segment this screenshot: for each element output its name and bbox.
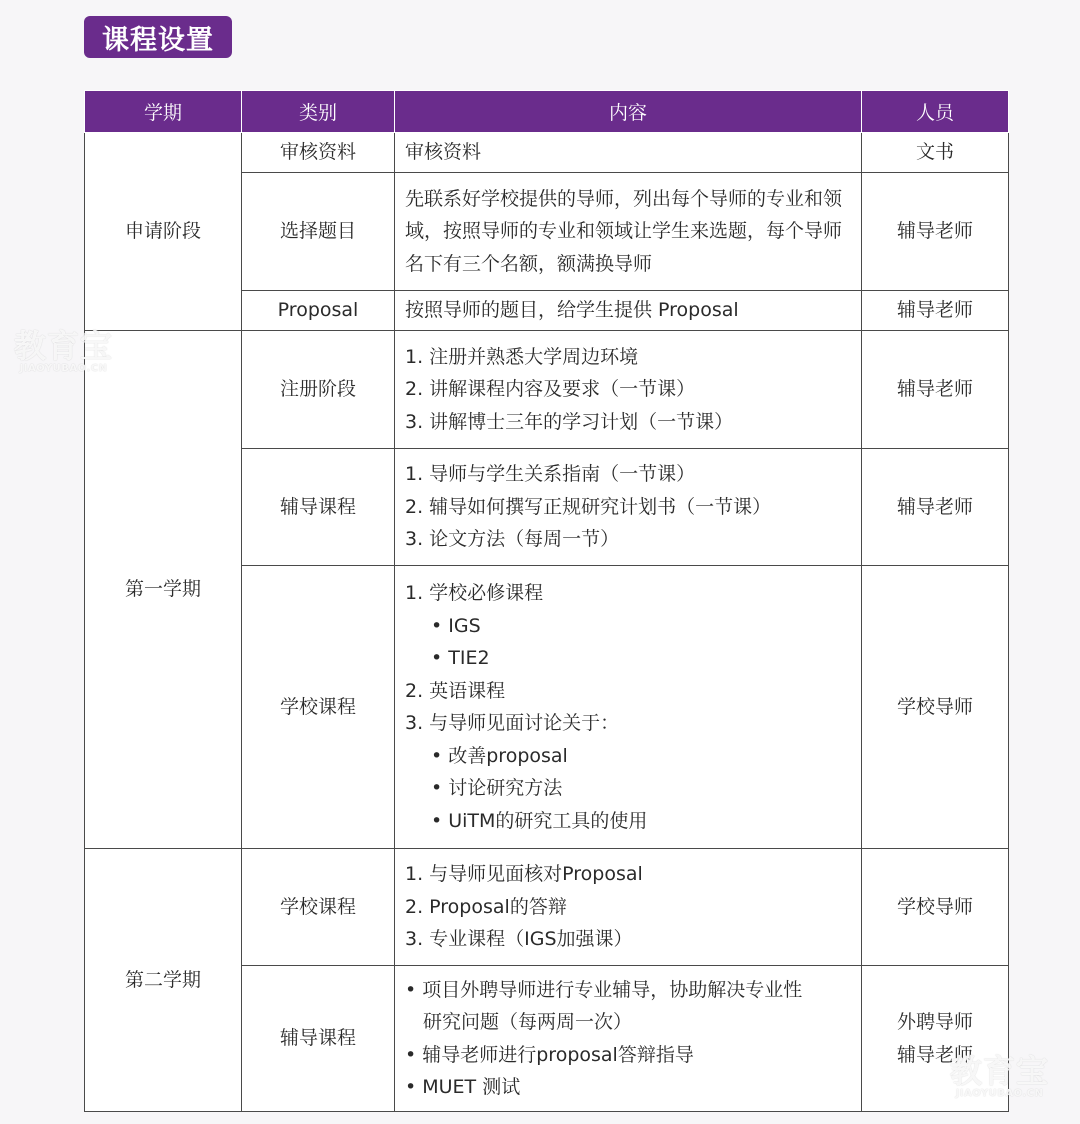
list-item: 2. 讲解课程内容及要求（一节课） — [405, 378, 696, 401]
page-title: 课程设置 — [84, 16, 232, 58]
list-item-continuation: 研究问题（每两周一次） — [423, 1011, 633, 1033]
category-cell: Proposal — [242, 291, 395, 331]
list-item: 3. 专业课程（IGS加强课） — [405, 928, 633, 951]
watermark-name: 教育宝 — [950, 1052, 1050, 1090]
list-item: 2. 辅导如何撰写正规研究计划书（一节课） — [405, 495, 772, 518]
list-item: • MUET 测试 — [405, 1076, 521, 1098]
list-item: • 项目外聘导师进行专业辅导，协助解决专业性 — [405, 978, 803, 1001]
term-cell: 第一学期 — [85, 331, 242, 849]
list-subitem: • 改善proposal — [431, 744, 568, 767]
list-item: 3. 与导师见面讨论关于： — [405, 712, 620, 734]
category-cell: 辅导课程 — [242, 966, 395, 1112]
list-item: 1. 注册并熟悉大学周边环境 — [405, 345, 639, 368]
staff-cell: 辅导老师 — [862, 173, 1009, 291]
staff-line: 辅导老师 — [896, 1043, 973, 1066]
table-row — [85, 849, 1009, 966]
staff-cell: 辅导老师 — [862, 331, 1009, 449]
header-content: 内容 — [395, 91, 862, 133]
list-item: 2. 英语课程 — [405, 679, 506, 702]
staff-cell: 学校导师 — [862, 849, 1009, 966]
category-cell: 学校课程 — [242, 566, 395, 849]
watermark-right — [950, 1052, 1050, 1099]
staff-cell: 辅导老师 — [862, 291, 1009, 331]
content-cell — [395, 566, 862, 849]
category-cell: 审核资料 — [242, 133, 395, 173]
watermark-domain: JIAOYUBAO.CN — [955, 1088, 1044, 1099]
watermark-left — [14, 327, 114, 374]
content-cell: 按照导师的题目，给学生提供 Proposal — [395, 291, 862, 331]
list-item: 1. 学校必修课程 — [405, 582, 544, 604]
table-row — [85, 331, 1009, 449]
watermark-name: 教育宝 — [14, 327, 114, 365]
header-term: 学期 — [85, 91, 242, 133]
content-cell — [395, 966, 862, 1112]
category-cell: 辅导课程 — [242, 449, 395, 566]
list-item: 1. 导师与学生关系指南（一节课） — [405, 463, 696, 486]
category-cell: 学校课程 — [242, 849, 395, 966]
header-category: 类别 — [242, 91, 395, 133]
content-cell — [395, 849, 862, 966]
table-row — [85, 133, 1009, 173]
watermark-domain: JIAOYUBAO.CN — [19, 363, 108, 374]
category-cell: 注册阶段 — [242, 331, 395, 449]
content-cell — [395, 449, 862, 566]
list-item: • 辅导老师进行proposal答辩指导 — [405, 1043, 694, 1066]
header-staff: 人员 — [862, 91, 1009, 133]
course-table — [84, 90, 1009, 1112]
content-cell: 先联系好学校提供的导师，列出每个导师的专业和领域，按照导师的专业和领域让学生来选题，每个导师名下有三个名额，额满换导师 — [395, 173, 862, 291]
list-item: 3. 论文方法（每周一节） — [405, 528, 620, 551]
staff-cell: 文书 — [862, 133, 1009, 173]
content-cell: 审核资料 — [395, 133, 862, 173]
term-cell: 申请阶段 — [85, 133, 242, 331]
content-cell — [395, 331, 862, 449]
category-cell: 选择题目 — [242, 173, 395, 291]
list-subitem: • IGS — [431, 614, 481, 637]
list-subitem: • UiTM的研究工具的使用 — [431, 809, 648, 832]
staff-line: 外聘导师 — [896, 1011, 973, 1033]
list-item: 2. Proposal的答辩 — [405, 895, 567, 918]
term-cell: 第二学期 — [85, 849, 242, 1112]
list-item: 1. 与导师见面核对Proposal — [405, 863, 643, 886]
list-subitem: • TIE2 — [431, 647, 490, 669]
staff-cell: 学校导师 — [862, 566, 1009, 849]
list-item: 3. 讲解博士三年的学习计划（一节课） — [405, 410, 734, 433]
table-header-row — [85, 91, 1009, 133]
staff-cell: 辅导老师 — [862, 449, 1009, 566]
list-subitem: • 讨论研究方法 — [431, 777, 563, 799]
